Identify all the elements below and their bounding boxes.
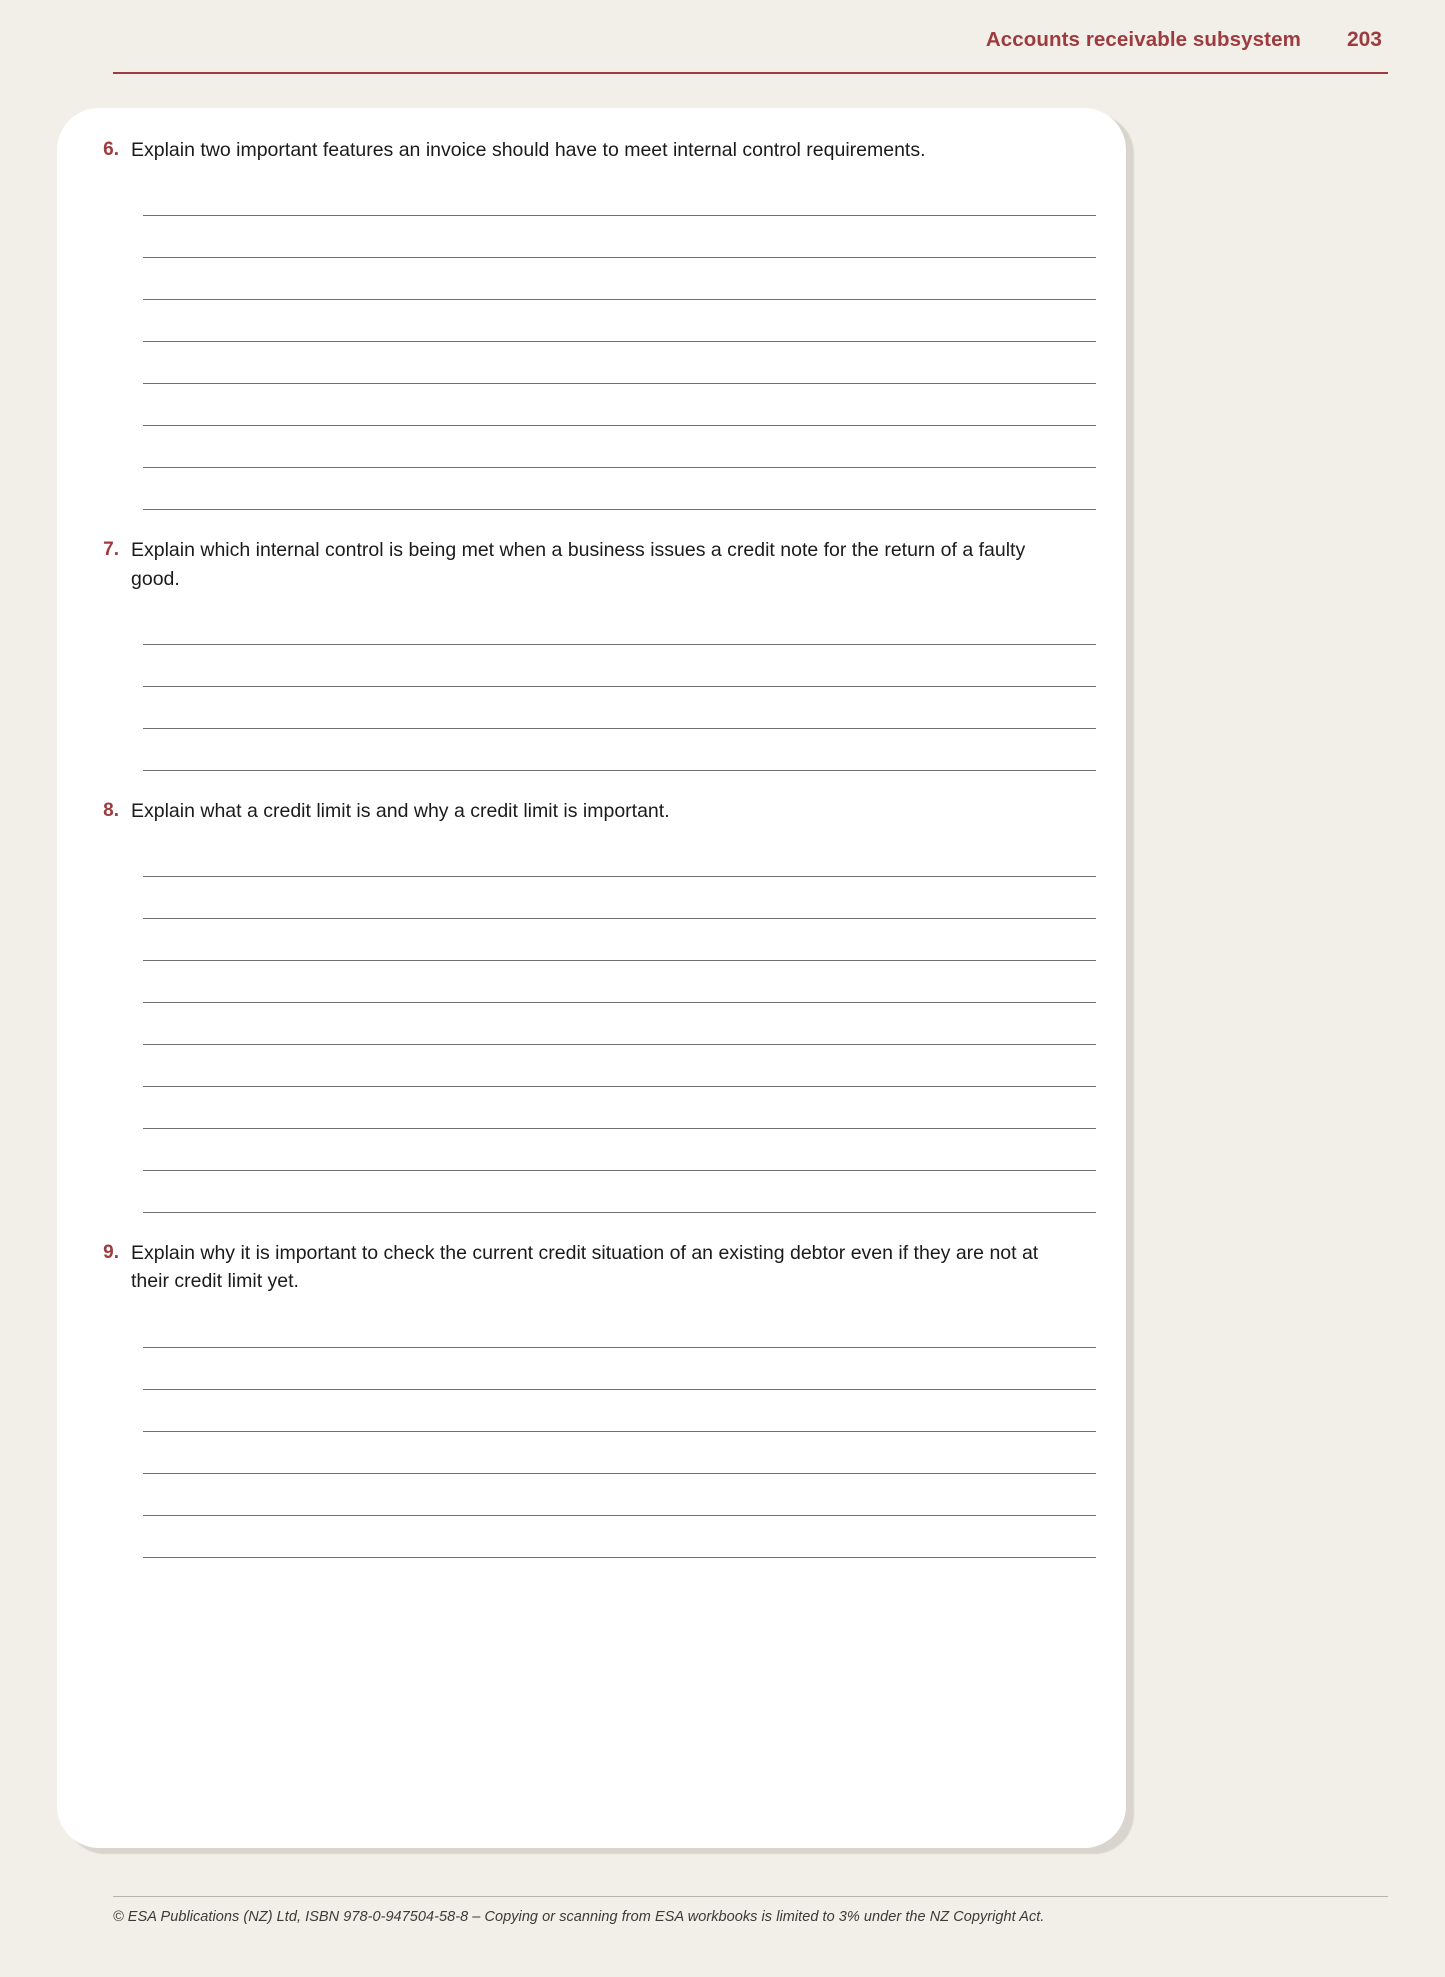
answer-area[interactable] — [143, 603, 1096, 771]
question-number: 7. — [103, 539, 119, 561]
question-item — [89, 136, 1108, 164]
question-item — [89, 536, 1108, 593]
question-item — [89, 1239, 1108, 1296]
answer-line[interactable] — [143, 1129, 1096, 1171]
answer-line[interactable] — [143, 603, 1096, 645]
answer-line[interactable] — [143, 961, 1096, 1003]
answer-line[interactable] — [143, 174, 1096, 216]
answer-line[interactable] — [143, 877, 1096, 919]
answer-line[interactable] — [143, 1087, 1096, 1129]
answer-line[interactable] — [143, 1516, 1096, 1558]
answer-line[interactable] — [143, 835, 1096, 877]
question-text: Explain two important features an invoice should have to meet internal control requirements. — [131, 139, 926, 161]
question-text: Explain what a credit limit is and why a credit limit is important. — [131, 799, 670, 822]
answer-line[interactable] — [143, 1171, 1096, 1213]
question-number: 9. — [103, 1242, 119, 1264]
question-text: Explain why it is important to check the current credit situation of an existing debtor even if they are not at their credit limit yet. — [131, 1242, 1039, 1293]
header-divider — [113, 72, 1388, 74]
answer-line[interactable] — [143, 216, 1096, 258]
answer-line[interactable] — [143, 1474, 1096, 1516]
answer-line[interactable] — [143, 645, 1096, 687]
answer-line[interactable] — [143, 426, 1096, 468]
copyright-notice: © ESA Publications (NZ) Ltd, ISBN 978-0-947504-58-8 – Copying or scanning from ESA workbooks is limited to 3% under the NZ Copyright Act. — [113, 1909, 1045, 1925]
question-number: 8. — [103, 799, 119, 821]
answer-line[interactable] — [143, 687, 1096, 729]
answer-line[interactable] — [143, 1003, 1096, 1045]
question-item — [89, 797, 1108, 825]
answer-line[interactable] — [143, 342, 1096, 384]
page-footer — [113, 1896, 1388, 1925]
answer-line[interactable] — [143, 384, 1096, 426]
question-text: Explain which internal control is being met when a business issues a credit note for the return of a faulty good. — [131, 539, 1026, 590]
answer-line[interactable] — [143, 729, 1096, 771]
answer-line[interactable] — [143, 1348, 1096, 1390]
footer-divider — [113, 1896, 1388, 1897]
answer-line[interactable] — [143, 468, 1096, 510]
answer-line[interactable] — [143, 1306, 1096, 1348]
answer-line[interactable] — [143, 300, 1096, 342]
page-title: Accounts receivable subsystem — [985, 28, 1301, 51]
answer-area[interactable] — [143, 174, 1096, 510]
answer-area[interactable] — [143, 835, 1096, 1213]
answer-line[interactable] — [143, 258, 1096, 300]
answer-line[interactable] — [143, 1432, 1096, 1474]
questions-container — [57, 108, 1126, 1848]
answer-line[interactable] — [143, 919, 1096, 961]
answer-line[interactable] — [143, 1045, 1096, 1087]
answer-line[interactable] — [143, 1390, 1096, 1432]
answer-area[interactable] — [143, 1306, 1096, 1558]
question-number: 6. — [103, 139, 119, 160]
page-number: 203 — [1346, 28, 1382, 51]
running-head — [113, 28, 1388, 78]
